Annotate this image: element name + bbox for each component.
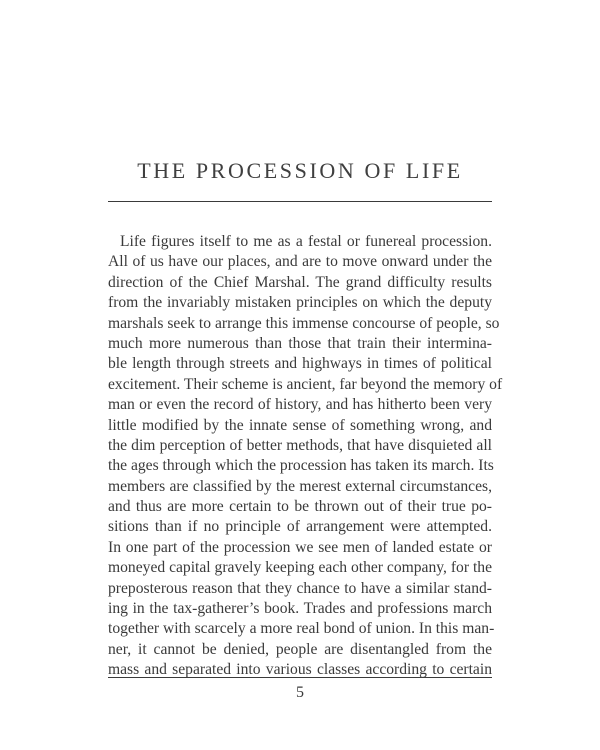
text-line: the dim perception of better methods, that have disquieted all bbox=[108, 436, 492, 454]
text-line: together with scarcely a more real bond of union. In this man- bbox=[108, 620, 495, 638]
title-rule bbox=[108, 201, 492, 202]
text-line: ner, it cannot be denied, people are disentangled from the bbox=[108, 640, 492, 658]
text-line: All of us have our places, and are to move onward under the bbox=[108, 253, 492, 271]
text-line: from the invariably mistaken principles on which the deputy bbox=[108, 294, 492, 312]
text-line: In one part of the procession we see men of landed estate or bbox=[108, 538, 492, 556]
text-line: ble length through streets and highways in times of political bbox=[108, 355, 492, 373]
text-line: members are classified by the merest external circumstances, bbox=[108, 477, 492, 495]
text-line: mass and separated into various classes according to certain bbox=[108, 661, 492, 679]
text-line: man or even the record of history, and has hitherto been very bbox=[108, 396, 492, 414]
text-line: marshals seek to arrange this immense concourse of people, so bbox=[108, 314, 500, 332]
page-number: 5 bbox=[296, 684, 304, 701]
footer-rule bbox=[108, 677, 492, 678]
body-paragraph bbox=[108, 232, 503, 681]
text-line: and thus are more certain to be thrown out of their true po- bbox=[108, 498, 492, 516]
text-line: the ages through which the procession has taken its march. Its bbox=[108, 457, 494, 475]
text-line: little modified by the innate sense of something wrong, and bbox=[108, 416, 492, 434]
chapter-title: THE PROCESSION OF LIFE bbox=[137, 158, 463, 183]
text-line: ing in the tax-gatherer’s book. Trades and professions march bbox=[108, 600, 492, 618]
text-line: Life figures itself to me as a festal or funereal procession. bbox=[120, 233, 492, 250]
text-line: moneyed capital gravely keeping each other company, for the bbox=[108, 559, 492, 577]
text-line: much more numerous than those that train their intermina- bbox=[108, 334, 492, 352]
text-line: direction of the Chief Marshal. The grand difficulty results bbox=[108, 273, 492, 291]
text-line: excitement. Their scheme is ancient, far beyond the memory of bbox=[108, 375, 503, 393]
text-line: preposterous reason that they chance to have a similar stand- bbox=[108, 579, 492, 597]
text-line: sitions than if no principle of arrangement were attempted. bbox=[108, 518, 492, 536]
